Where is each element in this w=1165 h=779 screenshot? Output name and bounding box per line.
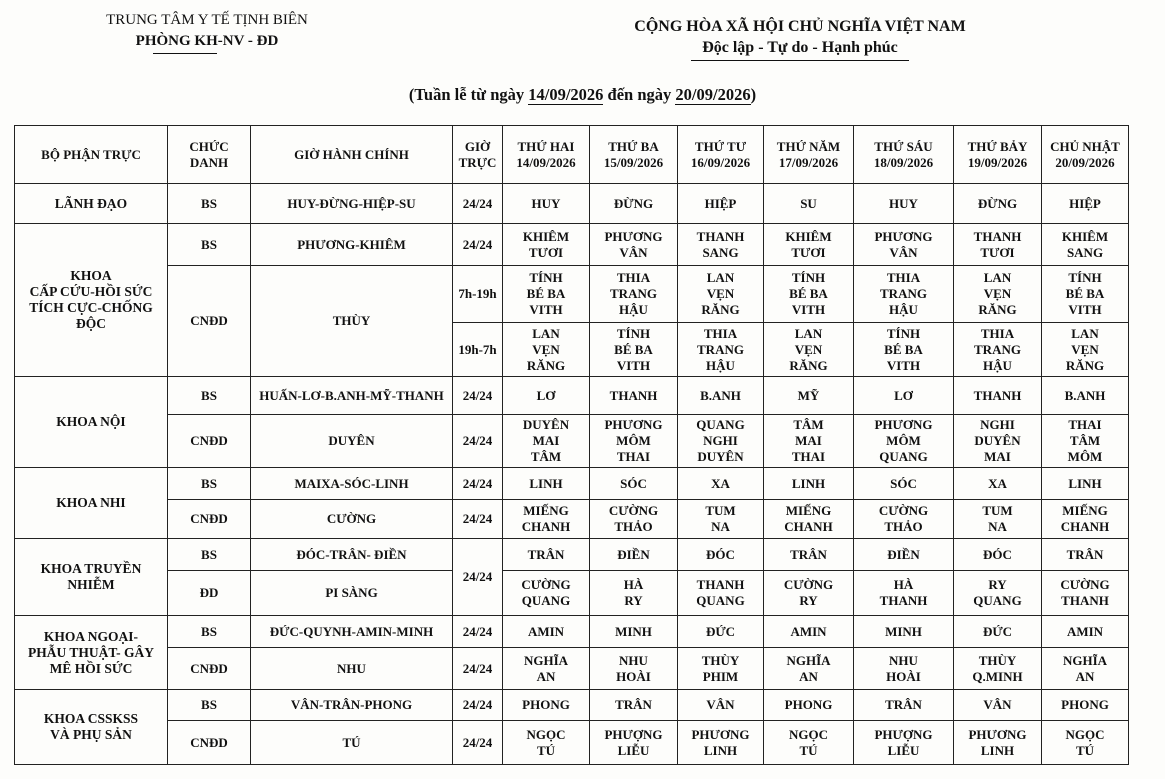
duty-cell: ĐỨC (954, 616, 1042, 648)
duty-cell: TUM NA (954, 500, 1042, 539)
shift-cell: 24/24 (453, 377, 503, 415)
title-cell: CNĐD (168, 721, 251, 765)
duty-cell: CƯỜNG QUANG (503, 571, 590, 616)
duty-cell: MỸ (764, 377, 854, 415)
duty-cell: ĐÓC (954, 539, 1042, 571)
duty-cell: TÍNH BÉ BA VITH (1042, 266, 1129, 323)
title-cell: BS (168, 616, 251, 648)
duty-cell: DUYÊN MAI TÂM (503, 415, 590, 468)
duty-cell: ĐIỀN (854, 539, 954, 571)
office-hours-cell: NHU (251, 648, 453, 690)
duty-cell: LAN VẸN RĂNG (678, 266, 764, 323)
office-hours-cell: HUY-ĐỪNG-HIỆP-SU (251, 184, 453, 224)
duty-cell: HÀ THANH (854, 571, 954, 616)
col-day-header: THỨ TƯ 16/09/2026 (678, 126, 764, 184)
title-cell: ĐD (168, 571, 251, 616)
shift-cell: 24/24 (453, 224, 503, 266)
duty-cell: TRÂN (590, 690, 678, 721)
office-hours-cell: VÂN-TRÂN-PHONG (251, 690, 453, 721)
duty-cell: TUM NA (678, 500, 764, 539)
duty-cell: KHIÊM SANG (1042, 224, 1129, 266)
shift-cell: 24/24 (453, 539, 503, 616)
duty-cell: SÓC (854, 468, 954, 500)
duty-cell: THIA TRANG HẬU (954, 323, 1042, 377)
duty-cell: THANH (954, 377, 1042, 415)
duty-cell: LINH (764, 468, 854, 500)
duty-cell: ĐỪNG (590, 184, 678, 224)
duty-cell: KHIÊM TƯƠI (764, 224, 854, 266)
shift-cell: 24/24 (453, 721, 503, 765)
office-hours-cell: TÚ (251, 721, 453, 765)
duty-cell: TÂM MAI THAI (764, 415, 854, 468)
office-hours-cell: DUYÊN (251, 415, 453, 468)
duty-cell: PHƯƠNG VÂN (590, 224, 678, 266)
duty-cell: THANH (590, 377, 678, 415)
duty-cell: THAI TÂM MÔM (1042, 415, 1129, 468)
duty-cell: PHONG (1042, 690, 1129, 721)
duty-cell: MIẾNG CHANH (1042, 500, 1129, 539)
duty-cell: PHƯỢNG LIỄU (854, 721, 954, 765)
table-row (15, 571, 1129, 616)
duty-cell: ĐỨC (678, 616, 764, 648)
duty-cell: HUY (503, 184, 590, 224)
table-row (15, 377, 1129, 415)
unit-cell: KHOA NGOẠI- PHẪU THUẬT- GÂY MÊ HỒI SỨC (15, 616, 168, 690)
duty-cell: NGHI DUYÊN MAI (954, 415, 1042, 468)
duty-cell: TRÂN (854, 690, 954, 721)
duty-cell: TRÂN (1042, 539, 1129, 571)
org-header (92, 10, 322, 54)
duty-cell: TRÂN (503, 539, 590, 571)
duty-cell: B.ANH (1042, 377, 1129, 415)
office-hours-cell: CƯỜNG (251, 500, 453, 539)
duty-cell: B.ANH (678, 377, 764, 415)
duty-cell: VÂN (678, 690, 764, 721)
duty-cell: PHƯƠNG VÂN (854, 224, 954, 266)
col-day-header: THỨ HAI 14/09/2026 (503, 126, 590, 184)
duty-cell: AMIN (503, 616, 590, 648)
country-name: CỘNG HÒA XÃ HỘI CHỦ NGHĨA VIỆT NAM (634, 18, 966, 35)
col-office-hours-header: GIỜ HÀNH CHÍNH (251, 126, 453, 184)
title-cell: BS (168, 224, 251, 266)
duty-cell: PHONG (764, 690, 854, 721)
duty-cell: AMIN (764, 616, 854, 648)
duty-cell: SU (764, 184, 854, 224)
title-cell: BS (168, 539, 251, 571)
duty-cell: TÍNH BÉ BA VITH (764, 266, 854, 323)
col-day-header: THỨ SÁU 18/09/2026 (854, 126, 954, 184)
duty-cell: HÀ RY (590, 571, 678, 616)
duty-cell: PHƯƠNG MÔM THAI (590, 415, 678, 468)
duty-cell: THIA TRANG HẬU (854, 266, 954, 323)
unit-cell: KHOA CSSKSS VÀ PHỤ SẢN (15, 690, 168, 765)
department-name: PHÒNG KH-NV - ĐD (135, 33, 279, 49)
office-hours-cell: PI SÀNG (251, 571, 453, 616)
duty-cell: LINH (503, 468, 590, 500)
unit-cell: KHOA TRUYỀN NHIỄM (15, 539, 168, 616)
table-row (15, 616, 1129, 648)
duty-cell: TÍNH BÉ BA VITH (503, 266, 590, 323)
unit-cell: KHOA NHI (15, 468, 168, 539)
week-range: (Tuần lễ từ ngày 14/09/2026 đến ngày 20/09/2026) (408, 85, 757, 104)
duty-cell: CƯỜNG RY (764, 571, 854, 616)
title-cell: BS (168, 184, 251, 224)
office-hours-cell: ĐỨC-QUYNH-AMIN-MINH (251, 616, 453, 648)
duty-cell: LINH (1042, 468, 1129, 500)
duty-cell: CƯỜNG THẢO (590, 500, 678, 539)
office-hours-cell: PHƯƠNG-KHIÊM (251, 224, 453, 266)
national-motto: Độc lập - Tự do - Hạnh phúc (702, 39, 898, 56)
duty-cell: PHƯƠNG MÔM QUANG (854, 415, 954, 468)
duty-cell: HUY (854, 184, 954, 224)
duty-cell: THIA TRANG HẬU (678, 323, 764, 377)
department-underline (153, 53, 217, 54)
duty-cell: NGHĨA AN (1042, 648, 1129, 690)
org-name: TRUNG TÂM Y TẾ TỊNH BIÊN (106, 12, 308, 28)
col-day-header: THỨ NĂM 17/09/2026 (764, 126, 854, 184)
shift-cell: 24/24 (453, 415, 503, 468)
duty-cell: NHU HOÀI (590, 648, 678, 690)
shift-cell: 19h-7h (453, 323, 503, 377)
shift-cell: 24/24 (453, 690, 503, 721)
national-header (600, 16, 1000, 61)
duty-cell: RY QUANG (954, 571, 1042, 616)
shift-cell: 24/24 (453, 648, 503, 690)
duty-cell: NGỌC TÚ (764, 721, 854, 765)
duty-cell: PHƯỢNG LIỄU (590, 721, 678, 765)
duty-cell: KHIÊM TƯƠI (503, 224, 590, 266)
table-row (15, 648, 1129, 690)
duty-cell: MIẾNG CHANH (503, 500, 590, 539)
duty-cell: NHU HOÀI (854, 648, 954, 690)
duty-cell: LƠ (854, 377, 954, 415)
shift-cell: 7h-19h (453, 266, 503, 323)
title-cell: BS (168, 468, 251, 500)
duty-cell: TÍNH BÉ BA VITH (854, 323, 954, 377)
table-row (15, 721, 1129, 765)
duty-cell: ĐIỀN (590, 539, 678, 571)
table-row (15, 415, 1129, 468)
title-cell: CNĐD (168, 415, 251, 468)
table-row (15, 184, 1129, 224)
duty-cell: HIỆP (1042, 184, 1129, 224)
col-day-header: THỨ BẢY 19/09/2026 (954, 126, 1042, 184)
duty-cell: QUANG NGHI DUYÊN (678, 415, 764, 468)
duty-cell: XA (678, 468, 764, 500)
title-cell: BS (168, 377, 251, 415)
duty-cell: CƯỜNG THANH (1042, 571, 1129, 616)
office-hours-cell: MAIXA-SÓC-LINH (251, 468, 453, 500)
duty-cell: NGHĨA AN (503, 648, 590, 690)
duty-cell: MINH (854, 616, 954, 648)
duty-cell: LAN VẸN RĂNG (1042, 323, 1129, 377)
duty-cell: SÓC (590, 468, 678, 500)
title-cell: CNĐD (168, 266, 251, 377)
duty-cell: NGỌC TÚ (503, 721, 590, 765)
table-row (15, 224, 1129, 266)
table-row (15, 690, 1129, 721)
duty-cell: THANH QUANG (678, 571, 764, 616)
duty-cell: LƠ (503, 377, 590, 415)
duty-cell: AMIN (1042, 616, 1129, 648)
table-row (15, 500, 1129, 539)
duty-cell: PHƯƠNG LINH (954, 721, 1042, 765)
week-start-date: 14/09/2026 (528, 85, 604, 104)
table-row (15, 539, 1129, 571)
duty-cell: ĐÓC (678, 539, 764, 571)
duty-cell: ĐỪNG (954, 184, 1042, 224)
col-day-header: CHỦ NHẬT 20/09/2026 (1042, 126, 1129, 184)
col-shift-header: GIỜ TRỰC (453, 126, 503, 184)
title-cell: CNĐD (168, 500, 251, 539)
duty-cell: THIA TRANG HẬU (590, 266, 678, 323)
unit-cell: LÃNH ĐẠO (15, 184, 168, 224)
motto-underline (691, 60, 909, 61)
col-day-header: THỨ BA 15/09/2026 (590, 126, 678, 184)
office-hours-cell: HUẤN-LƠ-B.ANH-MỸ-THANH (251, 377, 453, 415)
table-row (15, 266, 1129, 323)
col-title-header: CHỨC DANH (168, 126, 251, 184)
duty-cell: LAN VẸN RĂNG (503, 323, 590, 377)
duty-cell: THÙY PHIM (678, 648, 764, 690)
shift-cell: 24/24 (453, 616, 503, 648)
duty-cell: XA (954, 468, 1042, 500)
shift-cell: 24/24 (453, 500, 503, 539)
duty-cell: NGHĨA AN (764, 648, 854, 690)
unit-cell: KHOA CẤP CỨU-HỒI SỨC TÍCH CỰC-CHỐNG ĐỘC (15, 224, 168, 377)
duty-cell: THANH SANG (678, 224, 764, 266)
duty-cell: VÂN (954, 690, 1042, 721)
col-unit-header: BỘ PHẬN TRỰC (15, 126, 168, 184)
duty-roster-table (14, 125, 1129, 765)
duty-cell: PHƯƠNG LINH (678, 721, 764, 765)
duty-cell: LAN VẸN RĂNG (764, 323, 854, 377)
duty-cell: HIỆP (678, 184, 764, 224)
duty-cell: THÙY Q.MINH (954, 648, 1042, 690)
duty-cell: CƯỜNG THẢO (854, 500, 954, 539)
office-hours-cell: THÙY (251, 266, 453, 377)
office-hours-cell: ĐÓC-TRÂN- ĐIỀN (251, 539, 453, 571)
week-end-date: 20/09/2026 (675, 85, 751, 104)
shift-cell: 24/24 (453, 468, 503, 500)
duty-cell: PHONG (503, 690, 590, 721)
duty-cell: MINH (590, 616, 678, 648)
duty-cell: LAN VẸN RĂNG (954, 266, 1042, 323)
header-row (15, 126, 1129, 184)
duty-cell: NGỌC TÚ (1042, 721, 1129, 765)
title-cell: BS (168, 690, 251, 721)
duty-cell: TRÂN (764, 539, 854, 571)
title-cell: CNĐD (168, 648, 251, 690)
duty-cell: THANH TƯƠI (954, 224, 1042, 266)
shift-cell: 24/24 (453, 184, 503, 224)
duty-cell: MIẾNG CHANH (764, 500, 854, 539)
unit-cell: KHOA NỘI (15, 377, 168, 468)
duty-cell: TÍNH BÉ BA VITH (590, 323, 678, 377)
table-row (15, 468, 1129, 500)
